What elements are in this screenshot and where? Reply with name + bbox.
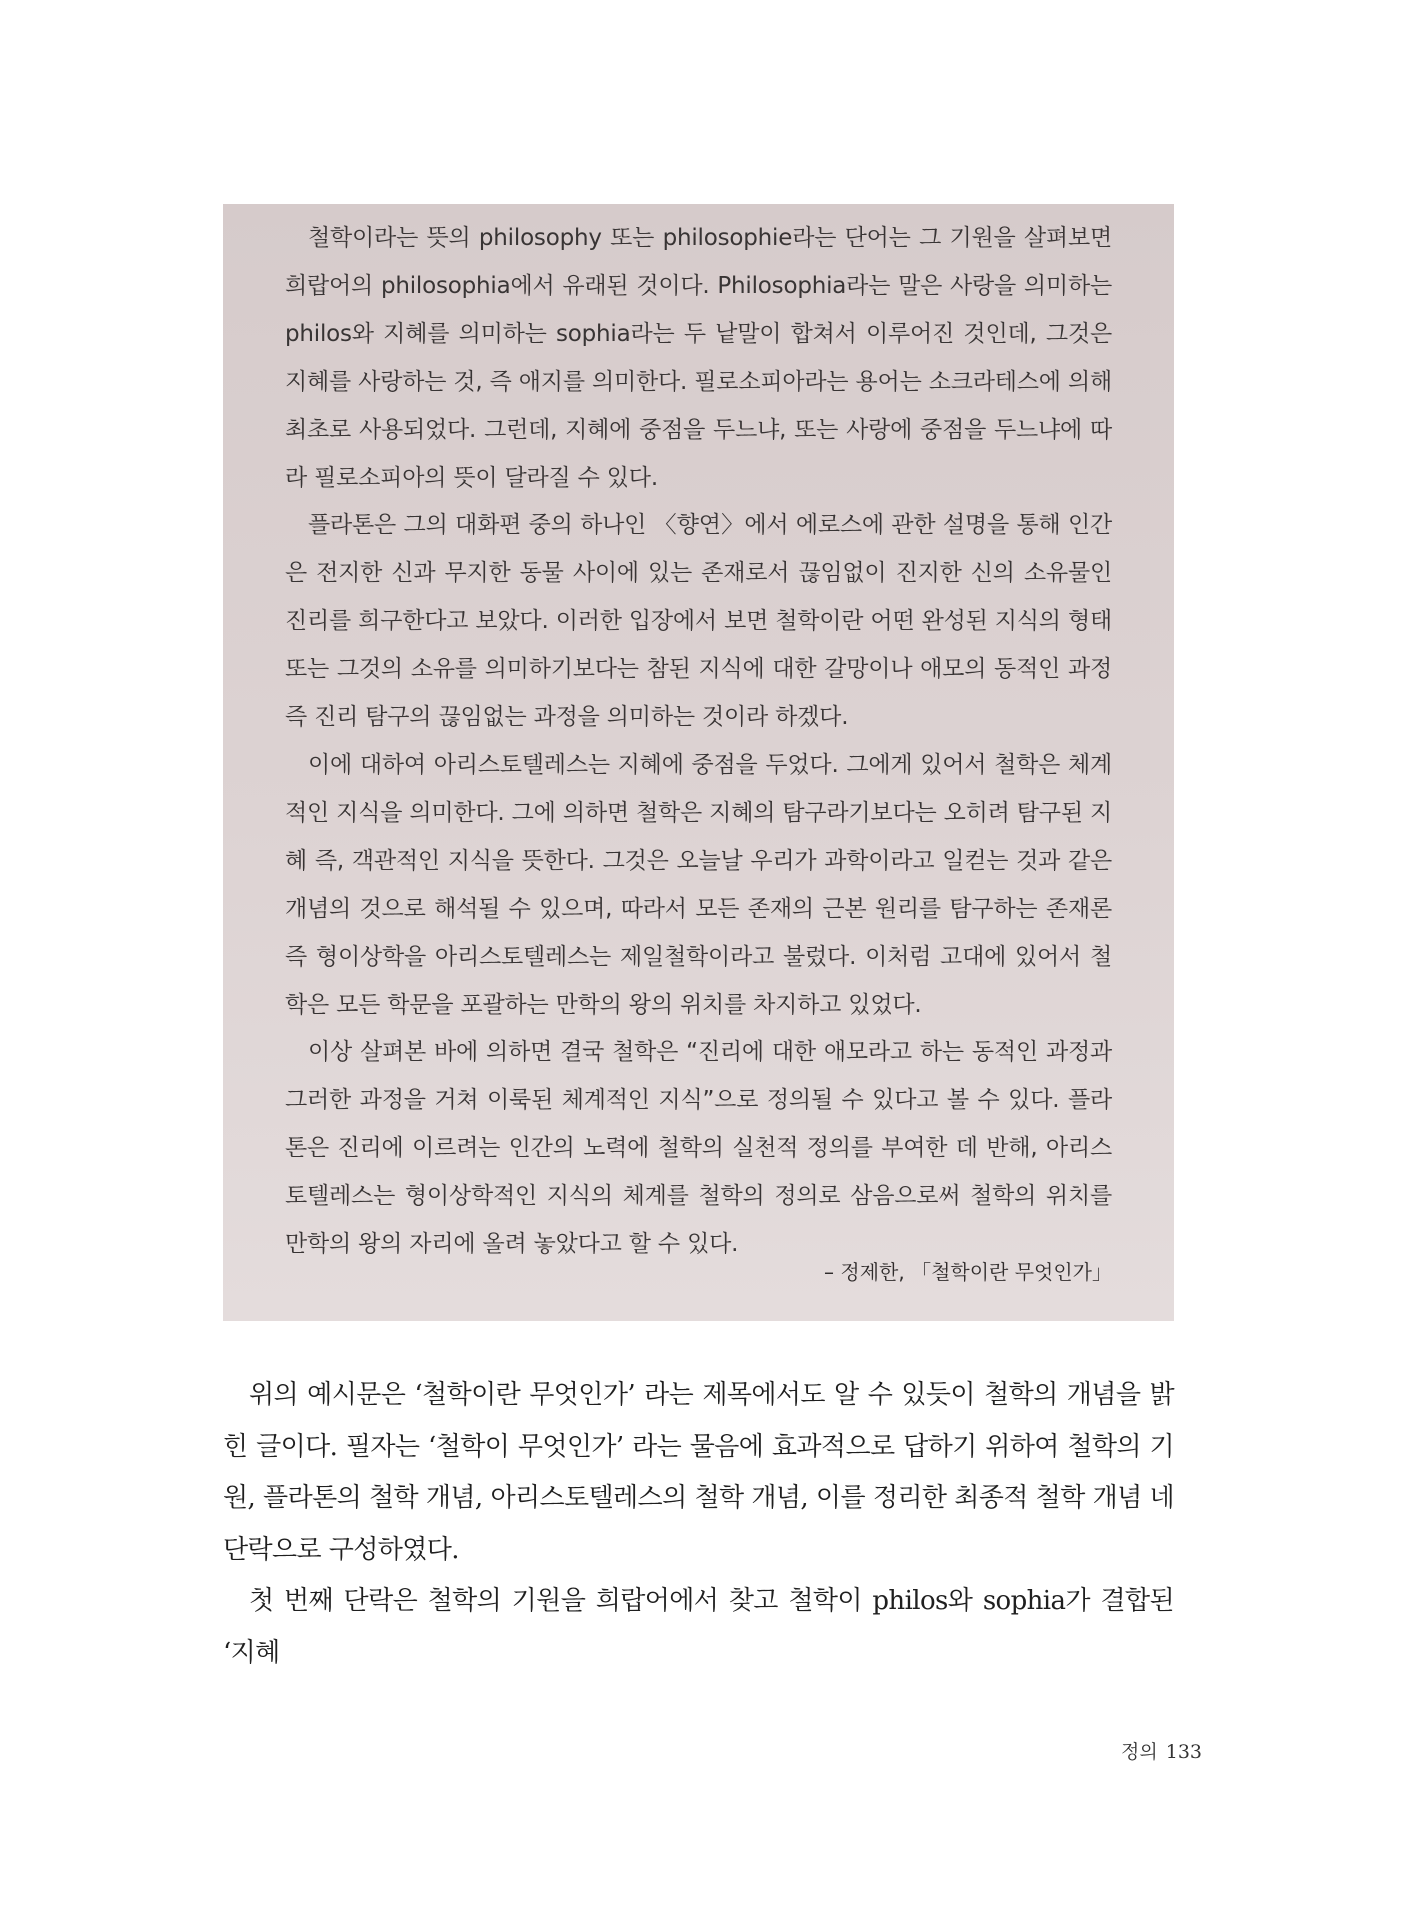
footer-section-label: 정의 — [1121, 1741, 1158, 1763]
quote-paragraph: 철학이라는 뜻의 philosophy 또는 philosophie라는 단어는 그 기원을 살펴보면 희랍어의 philosophia에서 유래된 것이다. Philosophia라는 말은 사랑을 의미하는 philos와 지혜를 의미하는 sophia라는 두 낱말이 합쳐서 이루어진 것인데, 그것은 지혜를 사랑하는 것, 즉 애지를 의미한다. 필로소피아라는 용어는 소크라테스에 의해 최초로 사용되었다. 그런데, 지혜에 중점을 두느냐, 또는 사랑에 중점을 두느냐에 따라 필로소피아의 뜻이 달라질 수 있다. — [285, 225, 1112, 491]
commentary-paragraph: 위의 예시문은 ‘철학이란 무엇인가’ 라는 제목에서도 알 수 있듯이 철학의 개념을 밝힌 글이다. 필자는 ‘철학이 무엇인가’ 라는 물음에 효과적으로 답하기 위하여 철학의 기원, 플라톤의 철학 개념, 아리스토텔레스의 철학 개념, 이를 정리한 최종적 철학 개념 네 단락으로 구성하였다. — [223, 1380, 1174, 1565]
page-footer — [1113, 1737, 1202, 1764]
quote-paragraph: 플라톤은 그의 대화편 중의 하나인 〈향연〉에서 에로스에 관한 설명을 통해 인간은 전지한 신과 무지한 동물 사이에 있는 존재로서 끊임없이 진지한 신의 소유물인 진리를 희구한다고 보았다. 이러한 입장에서 보면 철학이란 어떤 완성된 지식의 형태 또는 그것의 소유를 의미하기보다는 참된 지식에 대한 갈망이나 애모의 동적인 과정 즉 진리 탐구의 끊임없는 과정을 의미하는 것이라 하겠다. — [285, 512, 1112, 731]
page-number: 133 — [1165, 1741, 1202, 1763]
quote-citation: – 정제한, 「철학이란 무엇인가」 — [824, 1260, 1112, 1284]
quote-paragraph: 이상 살펴본 바에 의하면 결국 철학은 “진리에 대한 애모라고 하는 동적인 과정과 그러한 과정을 거쳐 이룩된 체계적인 지식”으로 정의될 수 있다고 볼 수 있다. 플라톤은 진리에 이르려는 인간의 노력에 철학의 실천적 정의를 부여한 데 반해, 아리스토텔레스는 형이상학적인 지식의 체계를 철학의 정의로 삼음으로써 철학의 위치를 만학의 왕의 자리에 올려 놓았다고 할 수 있다. — [285, 1039, 1112, 1258]
quote-body — [285, 204, 1112, 1269]
quote-box — [223, 204, 1174, 1321]
quote-paragraph: 이에 대하여 아리스토텔레스는 지혜에 중점을 두었다. 그에게 있어서 철학은 체계적인 지식을 의미한다. 그에 의하면 철학은 지혜의 탐구라기보다는 오히려 탐구된 지혜 즉, 객관적인 지식을 뜻한다. 그것은 오늘날 우리가 과학이라고 일컫는 것과 같은 개념의 것으로 해석될 수 있으며, 따라서 모든 존재의 근본 원리를 탐구하는 존재론 즉 형이상학을 아리스토텔레스는 제일철학이라고 불렀다. 이처럼 고대에 있어서 철학은 모든 학문을 포괄하는 만학의 왕의 위치를 차지하고 있었다. — [285, 751, 1112, 1018]
commentary-body — [223, 1370, 1174, 1680]
commentary-paragraph: 첫 번째 단락은 철학의 기원을 희랍어에서 찾고 철학이 philos와 sophia가 결합된 ‘지혜 — [223, 1586, 1174, 1668]
